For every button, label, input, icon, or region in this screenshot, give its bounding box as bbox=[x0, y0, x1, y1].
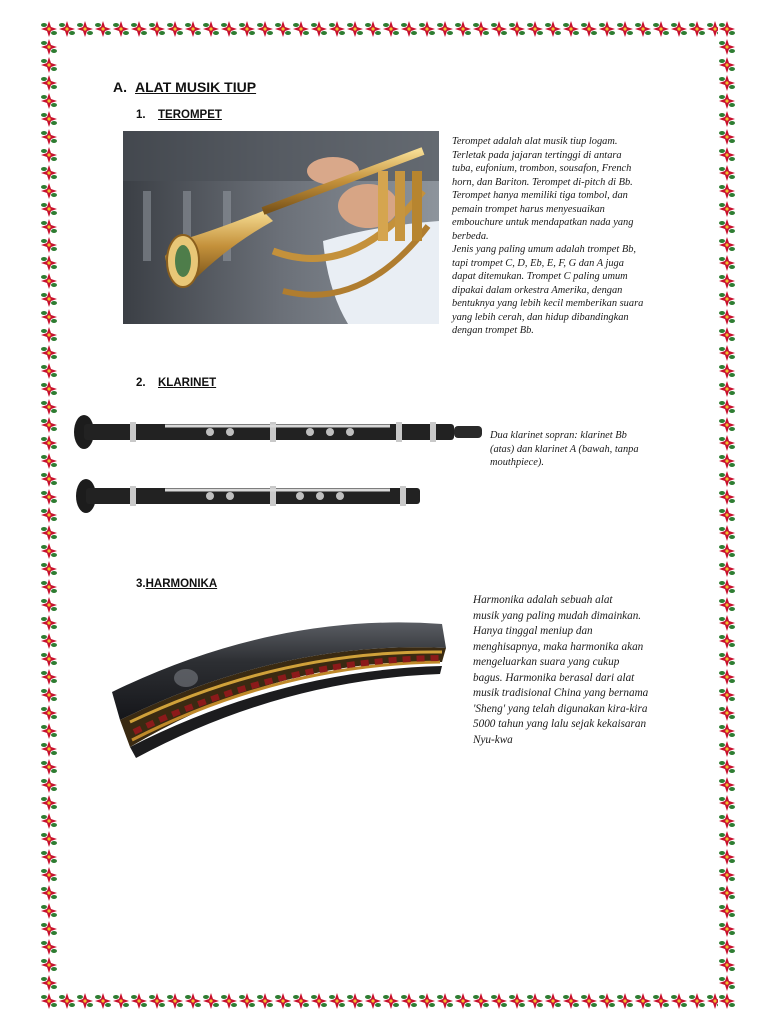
section-title: ALAT MUSIK TIUP bbox=[135, 79, 257, 95]
item-title: KLARINET bbox=[158, 377, 217, 389]
item-heading-trompet bbox=[136, 109, 222, 121]
harmonica-photo bbox=[106, 602, 452, 766]
clarinet-photo bbox=[70, 400, 484, 530]
item-title: HARMONIKA bbox=[145, 578, 218, 590]
item-number: 2. bbox=[136, 377, 146, 389]
trumpet-photo bbox=[123, 131, 439, 324]
harmonika-description: Harmonika adalah sebuah alat musik yang paling mudah dimainkan. Hanya tinggal meniup dan menghisapnya, maka harmonika akan mengeluarkan suara yang cukup bagus. Harmonika berasal dari alat musik tradisional China yang bernama 'Sheng' yang telah digunakan kira-kira 5000 tahun yang lalu sejak kekaisaran Nyu-kwa bbox=[473, 594, 649, 746]
section-number: A. bbox=[113, 79, 127, 95]
section-heading bbox=[113, 79, 256, 95]
item-number: 1. bbox=[136, 109, 146, 121]
klarinet-description: Dua klarinet sopran: klarinet Bb (atas) dan klarinet A (bawah, tanpa mouthpiece). bbox=[490, 430, 639, 468]
item-number: 3. bbox=[136, 578, 146, 590]
item-title: TEROMPET bbox=[158, 109, 222, 121]
item-heading-harmonika bbox=[136, 578, 217, 590]
item-heading-klarinet bbox=[136, 377, 216, 389]
trompet-description: Terompet adalah alat musik tiup logam. Terletak pada jajaran tertinggi di antara tuba, eufonium, trombon, sousafon, French horn, dan Bariton. Terompet di-pitch di Bb. Terompet hanya memiliki tiga tombol, dan pemain trompet harus menyesuaikan embouchure untuk mendapatkan nada yang berbeda. Jenis yang paling umum adalah trompet Bb, tapi trompet C, D, Eb, E, F, G dan A juga dapat ditemukan. Trompet C paling umum dipakai dalam orkestra Amerika, dengan bentuknya yang lebih kecil memberikan suara yang lebih cerah, dan hidup dibandingkan dengan trompet Bb. bbox=[452, 136, 644, 336]
